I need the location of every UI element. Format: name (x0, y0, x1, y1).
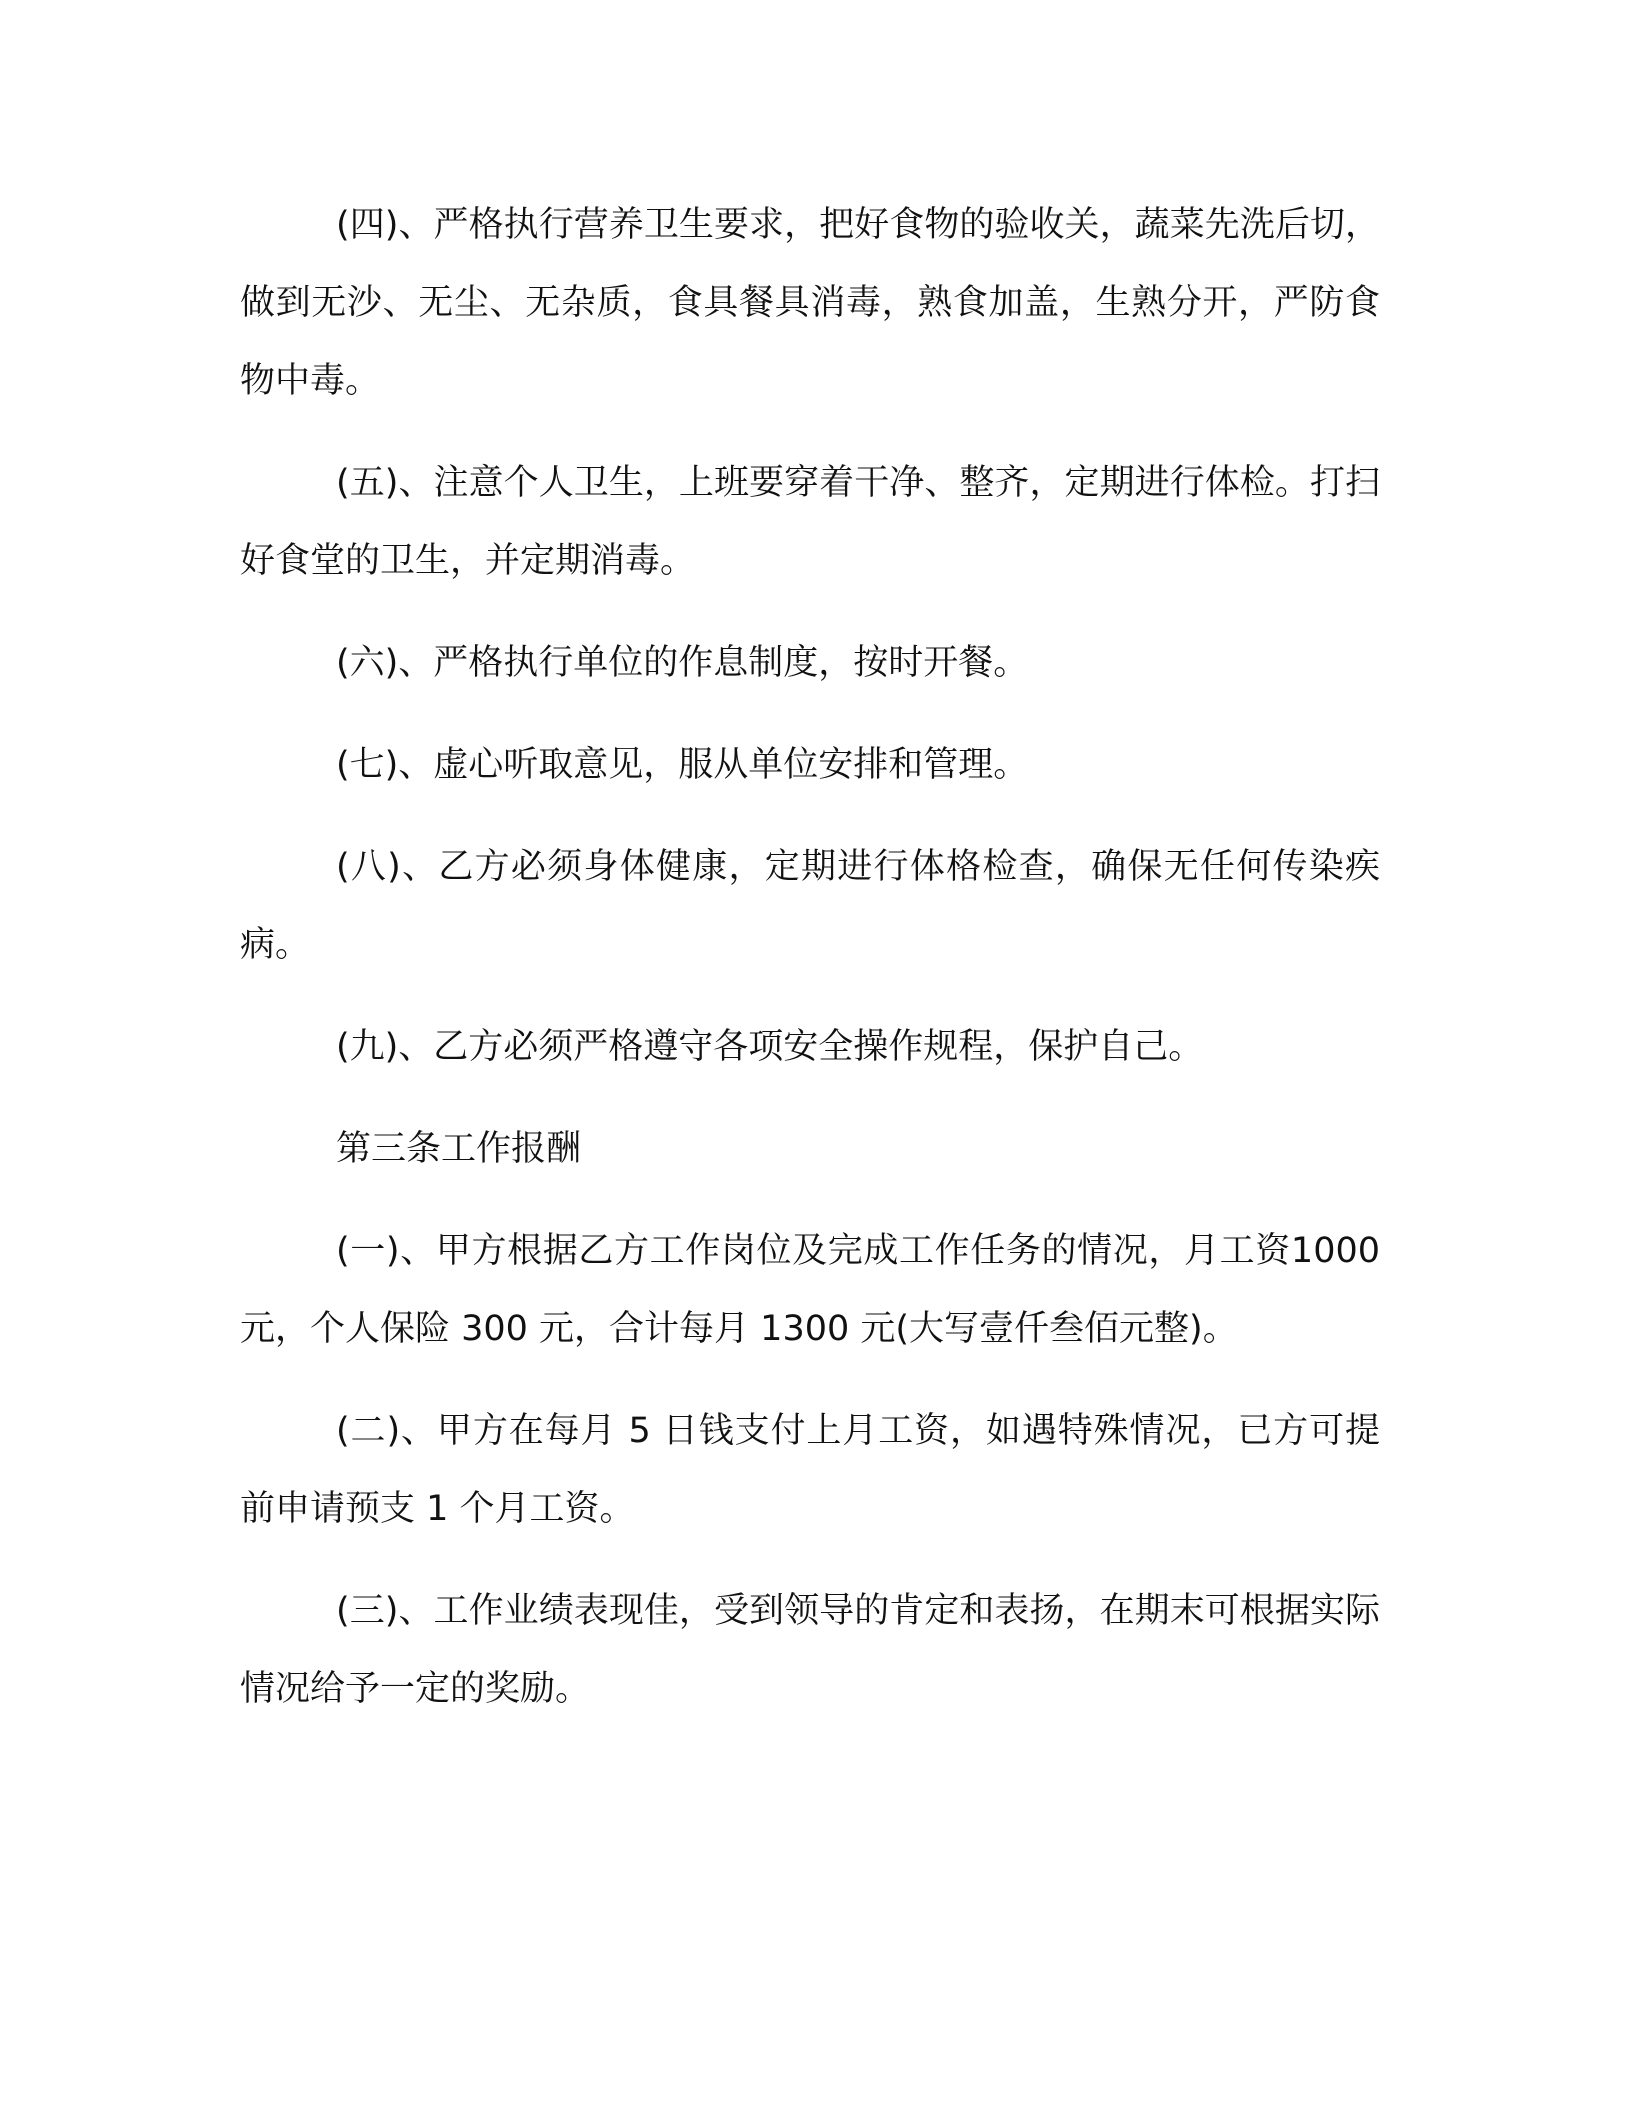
pay-clause-3-paragraph: (三)、工作业绩表现佳，受到领导的肯定和表扬，在期末可根据实际情况给予一定的奖励。 (240, 1591, 1380, 1709)
clause-4-paragraph: (四)、严格执行营养卫生要求，把好食物的验收关，蔬菜先洗后切，做到无沙、无尘、无杂质，食具餐具消毒，熟食加盖，生熟分开，严防食物中毒。 (240, 205, 1380, 401)
document-body (240, 186, 1380, 1752)
clause-7-paragraph: (七)、虚心听取意见，服从单位安排和管理。 (336, 745, 1029, 785)
clause-9-paragraph: (九)、乙方必须严格遵守各项安全操作规程，保护自己。 (336, 1027, 1204, 1067)
clause-5-paragraph: (五)、注意个人卫生，上班要穿着干净、整齐，定期进行体检。打扫好食堂的卫生，并定期消毒。 (240, 463, 1380, 581)
section-heading-article-3: 第三条工作报酬 (336, 1129, 582, 1169)
pay-clause-2-paragraph: (二)、甲方在每月 5 日钱支付上月工资，如遇特殊情况，已方可提前申请预支 1 个月工资。 (240, 1411, 1380, 1529)
clause-8-paragraph: (八)、乙方必须身体健康，定期进行体格检查，确保无任何传染疾病。 (240, 847, 1380, 965)
pay-clause-1-paragraph: (一)、甲方根据乙方工作岗位及完成工作任务的情况，月工资1000 元，个人保险 300 元，合计每月 1300 元(大写壹仟叁佰元整)。 (240, 1231, 1380, 1349)
clause-6-paragraph: (六)、严格执行单位的作息制度，按时开餐。 (336, 643, 1029, 683)
